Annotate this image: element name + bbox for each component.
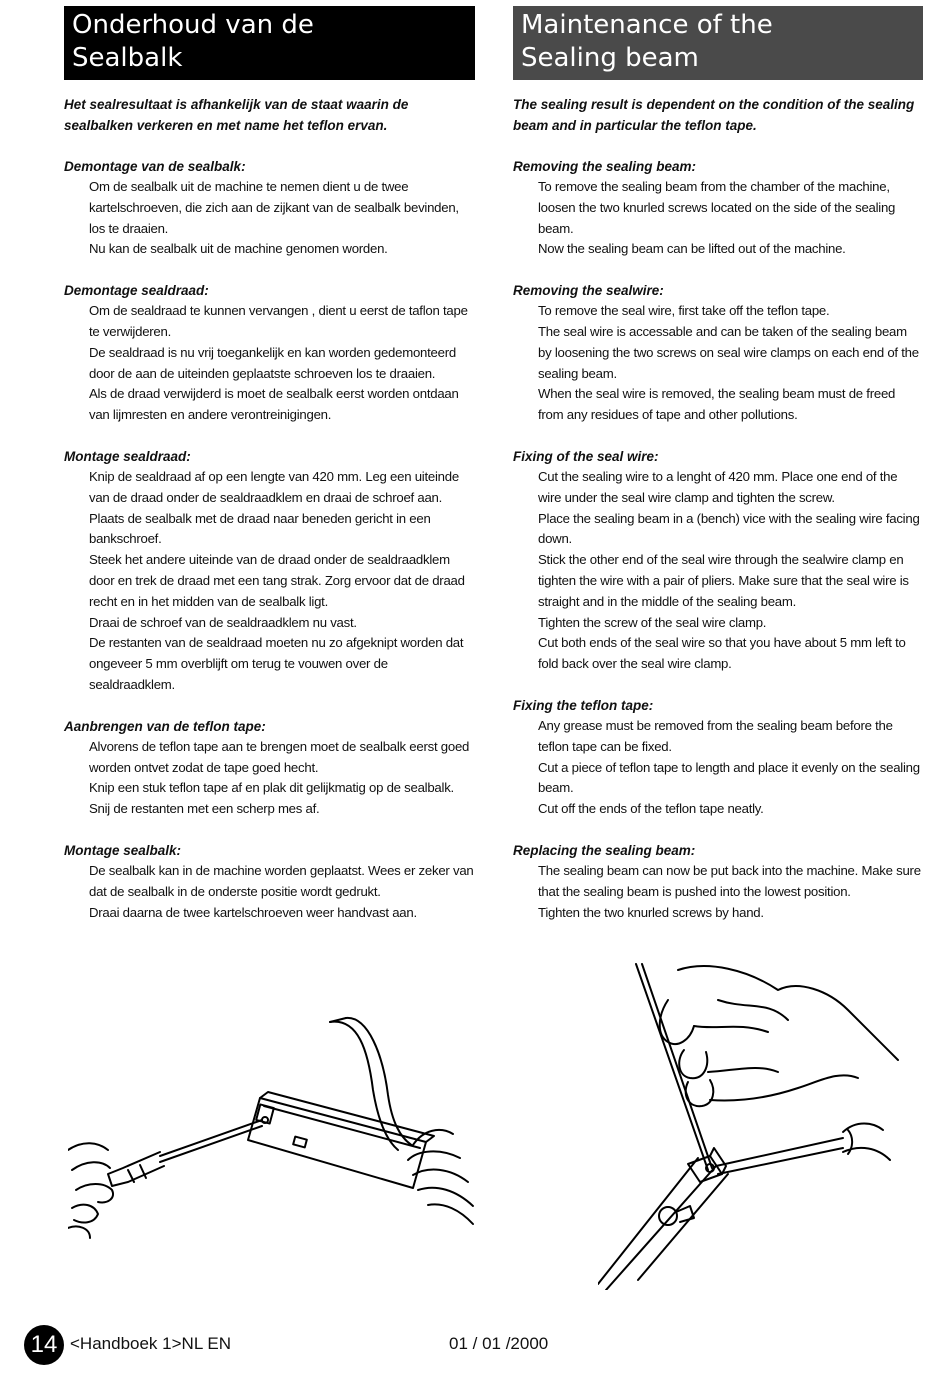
dutch-intro: Het sealresultaat is afhankelijk van de staat waarin de sealbalken verkeren en met name het teflon ervan. — [64, 97, 409, 133]
dutch-section-teflon — [64, 716, 475, 820]
paragraph: Plaats de sealbalk met de draad naar beneden gericht in een bankschroef. — [89, 510, 431, 547]
section-heading: Removing the sealing beam: — [513, 159, 697, 174]
english-intro: The sealing result is dependent on the condition of the sealing beam and in particular the teflon tape. — [513, 97, 915, 133]
dutch-title-line1: Onderhoud van de — [72, 10, 314, 40]
paragraph: Tighten the screw of the seal wire clamp. — [538, 614, 767, 630]
section-heading: Montage sealbalk: — [64, 842, 182, 858]
dutch-title-box — [64, 6, 475, 80]
paragraph: Nu kan de sealbalk uit de machine genomen worden. — [89, 241, 388, 257]
paragraph: Om de sealdraad te kunnen vervangen , dient u eerst de taflon tape te verwijderen. — [89, 303, 468, 339]
english-section-teflon — [513, 695, 923, 820]
english-title-line1: Maintenance of the — [521, 10, 773, 40]
english-section-remove-wire — [513, 280, 923, 426]
paragraph: Draai de schroef van de sealdraadklem nu vast. — [89, 614, 357, 630]
paragraph: Stick the other end of the seal wire through the sealwire clamp en tighten the wire with a pair of pliers. Make sure that the seal wire is straight and in the middle of the sealing beam. — [538, 552, 909, 609]
dutch-section-mount-beam — [64, 840, 475, 923]
paragraph: Alvorens de teflon tape aan te brengen moet de sealbalk eerst goed worden ontvet zodat de tape goed hecht. — [89, 738, 470, 775]
paragraph: Knip een stuk teflon tape af en plak dit gelijkmatig op de sealbalk. — [89, 780, 454, 796]
paragraph: Steek het andere uiteinde van de draad onder de sealdraadklem door en trek de draad met een tang strak. Zorg ervoor dat de draad recht en in het midden van de sealbalk ligt. — [89, 552, 465, 609]
paragraph: Any grease must be removed from the sealing beam before the teflon tape can be fixed. — [538, 717, 893, 754]
paragraph: Cut both ends of the seal wire so that you have about 5 mm left to fold back over the seal wire clamp. — [538, 635, 906, 672]
english-title-line2: Sealing beam — [521, 43, 699, 73]
section-heading: Fixing of the seal wire: — [513, 448, 659, 464]
paragraph: Tighten the two knurled screws by hand. — [538, 904, 764, 920]
paragraph: Als de draad verwijderd is moet de sealbalk eerst worden ontdaan van lijmresten en andere verontreinigingen. — [89, 386, 459, 423]
paragraph: Cut the sealing wire to a lenght of 420 mm. Place one end of the wire under the seal wire clamp and tighten the screw. — [538, 468, 898, 505]
section-heading: Replacing the sealing beam: — [513, 842, 696, 858]
paragraph: To remove the seal wire, first take off the teflon tape. — [538, 303, 830, 319]
english-column — [513, 6, 923, 923]
dutch-title-line2: Sealbalk — [72, 43, 183, 73]
english-section-replace-beam — [513, 840, 923, 923]
paragraph: Knip de sealdraad af op een lengte van 420 mm. Leg een uiteinde van de draad onder de sealdraadklem en draai de schroef aan. — [89, 468, 459, 505]
paragraph: Place the sealing beam in a (bench) vice with the sealing wire facing down. — [538, 510, 920, 547]
paragraph: De restanten van de sealdraad moeten nu zo afgeknipt worden dat ongeveer 5 mm overblijft om terug te vouwen over de sealdraadklem. — [89, 635, 464, 692]
paragraph: Draai daarna de twee kartelschroeven weer handvast aan. — [89, 904, 417, 920]
dutch-section-remove-wire — [64, 280, 475, 426]
paragraph: The seal wire is accessable and can be taken of the sealing beam by loosening the two screws on seal wire clamps on each end of the sealing beam. — [538, 323, 919, 381]
english-section-fix-wire — [513, 446, 923, 675]
handbook-label: <Handboek 1>NL EN — [70, 1334, 231, 1353]
section-heading: Aanbrengen van de teflon tape: — [64, 718, 266, 734]
paragraph: Cut off the ends of the teflon tape neatly. — [538, 801, 764, 817]
dutch-section-remove-beam — [64, 156, 475, 260]
paragraph: Cut a piece of teflon tape to length and place it evenly on the sealing beam. — [538, 759, 920, 796]
paragraph: De sealdraad is nu vrij toegankelijk en kan worden gedemonteerd door de aan de uiteinden geplaatste schroeven los te draaien. — [89, 344, 456, 381]
paragraph: Om de sealbalk uit de machine te nemen dient u de twee kartelschroeven, die zich aan de zijkant van de sealbalk bevinden, los te draaien. — [89, 179, 459, 236]
sealing-beam-removal-illustration — [68, 1010, 478, 1255]
paragraph: The sealing beam can now be put back into the machine. Make sure that the sealing beam is pushed into the lowest position. — [538, 862, 921, 899]
paragraph: Snij de restanten met een scherp mes af. — [89, 801, 320, 817]
section-heading: Montage sealdraad: — [64, 448, 191, 464]
section-heading: Removing the sealwire: — [513, 283, 664, 299]
english-title-box — [513, 6, 923, 80]
paragraph: De sealbalk kan in de machine worden geplaatst. Wees er zeker van dat de sealbalk in de onderste positie wordt gedrukt. — [89, 862, 474, 899]
section-heading: Demontage van de sealbalk: — [64, 159, 246, 174]
paragraph: Now the sealing beam can be lifted out of the machine. — [538, 241, 846, 257]
seal-wire-fixing-illustration — [598, 960, 900, 1290]
page-number-badge: 14 — [24, 1325, 64, 1365]
section-heading: Fixing the teflon tape: — [513, 697, 654, 713]
footer-date: 01 / 01 /2000 — [449, 1334, 549, 1353]
dutch-section-fix-wire — [64, 446, 475, 696]
section-heading: Demontage sealdraad: — [64, 283, 209, 299]
page-footer — [24, 1325, 924, 1365]
dutch-column — [64, 6, 475, 923]
paragraph: To remove the sealing beam from the chamber of the machine, loosen the two knurled screws located on the side of the sealing beam. — [538, 179, 896, 236]
english-section-remove-beam — [513, 156, 923, 260]
paragraph: When the seal wire is removed, the sealing beam must de freed from any residues of tape and other pollutions. — [538, 386, 896, 423]
